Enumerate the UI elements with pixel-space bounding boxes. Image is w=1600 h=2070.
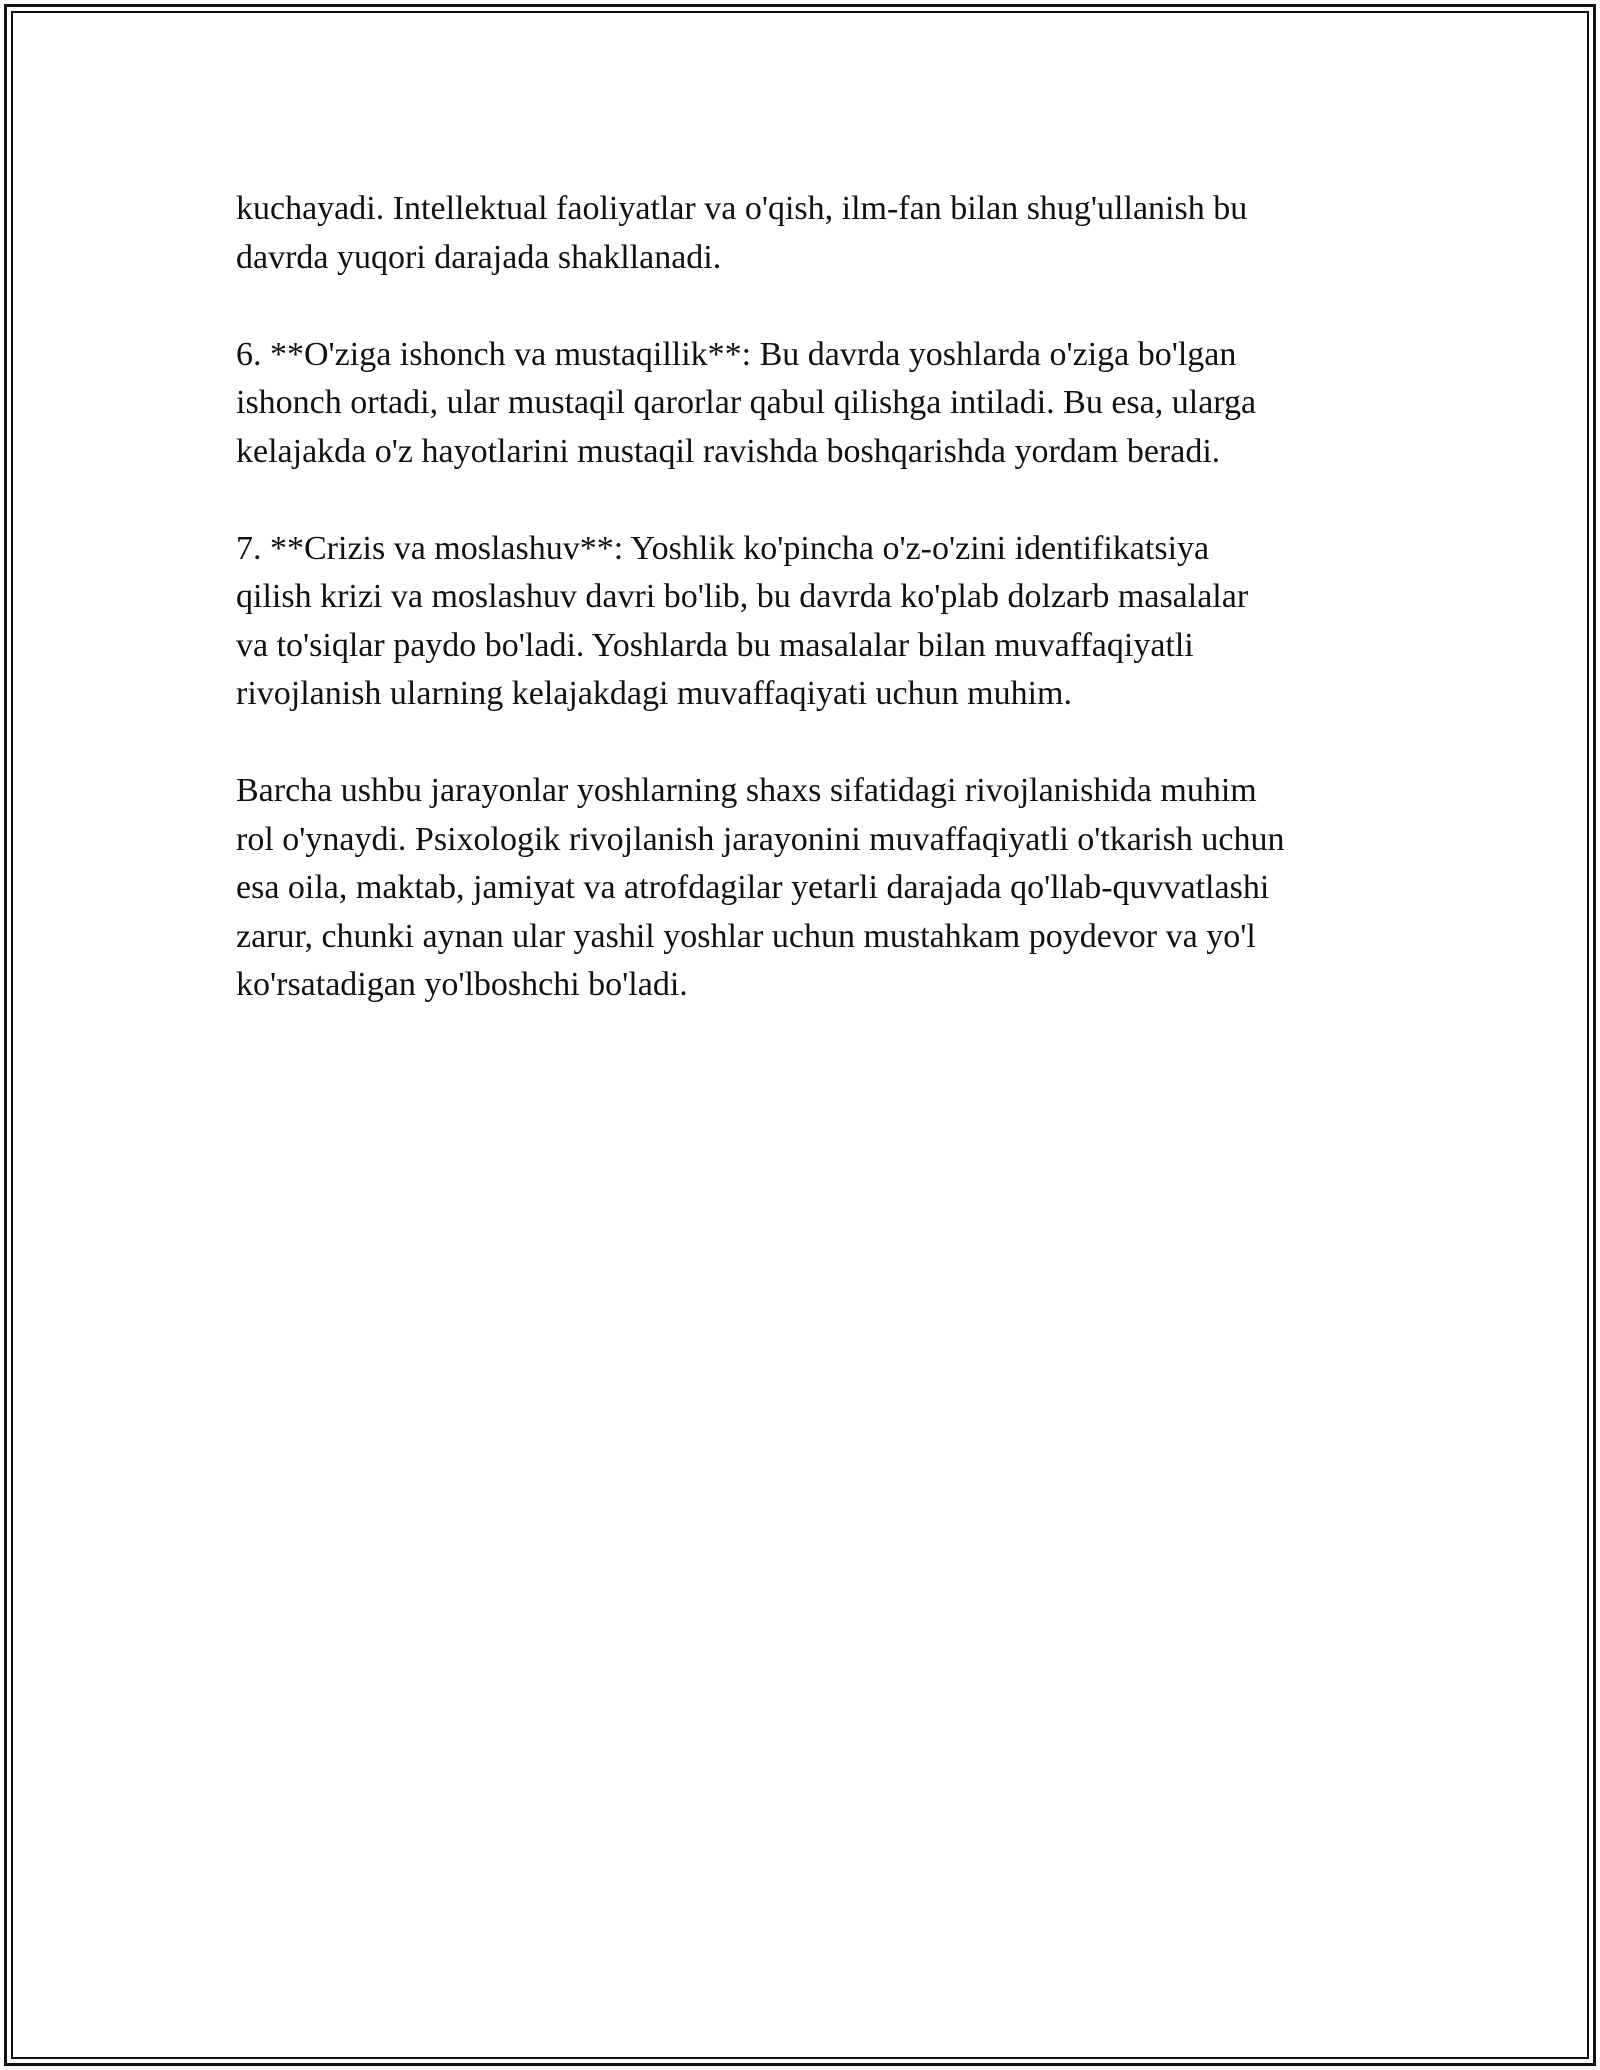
text-line: rivojlanish ularning kelajakdagi muvaffaqiyati uchun muhim. [236, 675, 1072, 712]
paragraph-crisis-adaptation [236, 525, 1386, 719]
text-line: 6. **O'ziga ishonch va mustaqillik**: Bu davrda yoshlarda o'ziga bo'lgan [236, 335, 1237, 373]
text-line: ishonch ortadi, ular mustaqil qarorlar qabul qilishga intiladi. Bu esa, ularga [236, 384, 1257, 421]
paragraph-conclusion [236, 767, 1386, 1010]
text-line: kelajakda o'z hayotlarini mustaqil ravishda boshqarishda yordam beradi. [236, 432, 1221, 470]
text-line: kuchayadi. Intellektual faoliyatlar va o'qish, ilm-fan bilan shug'ullanish bu [236, 190, 1248, 227]
text-line: esa oila, maktab, jamiyat va atrofdagilar yetarli darajada qo'llab-quvvatlashi [236, 869, 1270, 906]
text-line: qilish krizi va moslashuv davri bo'lib, bu davrda ko'plab dolzarb masalalar [236, 578, 1249, 615]
document-body [236, 185, 1386, 1058]
text-line: rol o'ynaydi. Psixologik rivojlanish jarayonini muvaffaqiyatli o'tkarish uchun [236, 820, 1285, 858]
text-line: 7. **Crizis va moslashuv**: Yoshlik ko'pincha o'z-o'zini identifikatsiya [236, 529, 1210, 567]
text-line: davrda yuqori darajada shakllanadi. [236, 238, 722, 276]
text-line: Barcha ushbu jarayonlar yoshlarning shaxs sifatidagi rivojlanishida muhim [236, 772, 1257, 809]
paragraph-self-confidence [236, 331, 1386, 477]
text-line: zarur, chunki aynan ular yashil yoshlar uchun mustahkam poydevor va yo'l [236, 917, 1256, 955]
paragraph-intellectual-activities [236, 185, 1386, 282]
text-line: ko'rsatadigan yo'lboshchi bo'ladi. [236, 966, 688, 1003]
text-line: va to'siqlar paydo bo'ladi. Yoshlarda bu masalalar bilan muvaffaqiyatli [236, 626, 1194, 664]
